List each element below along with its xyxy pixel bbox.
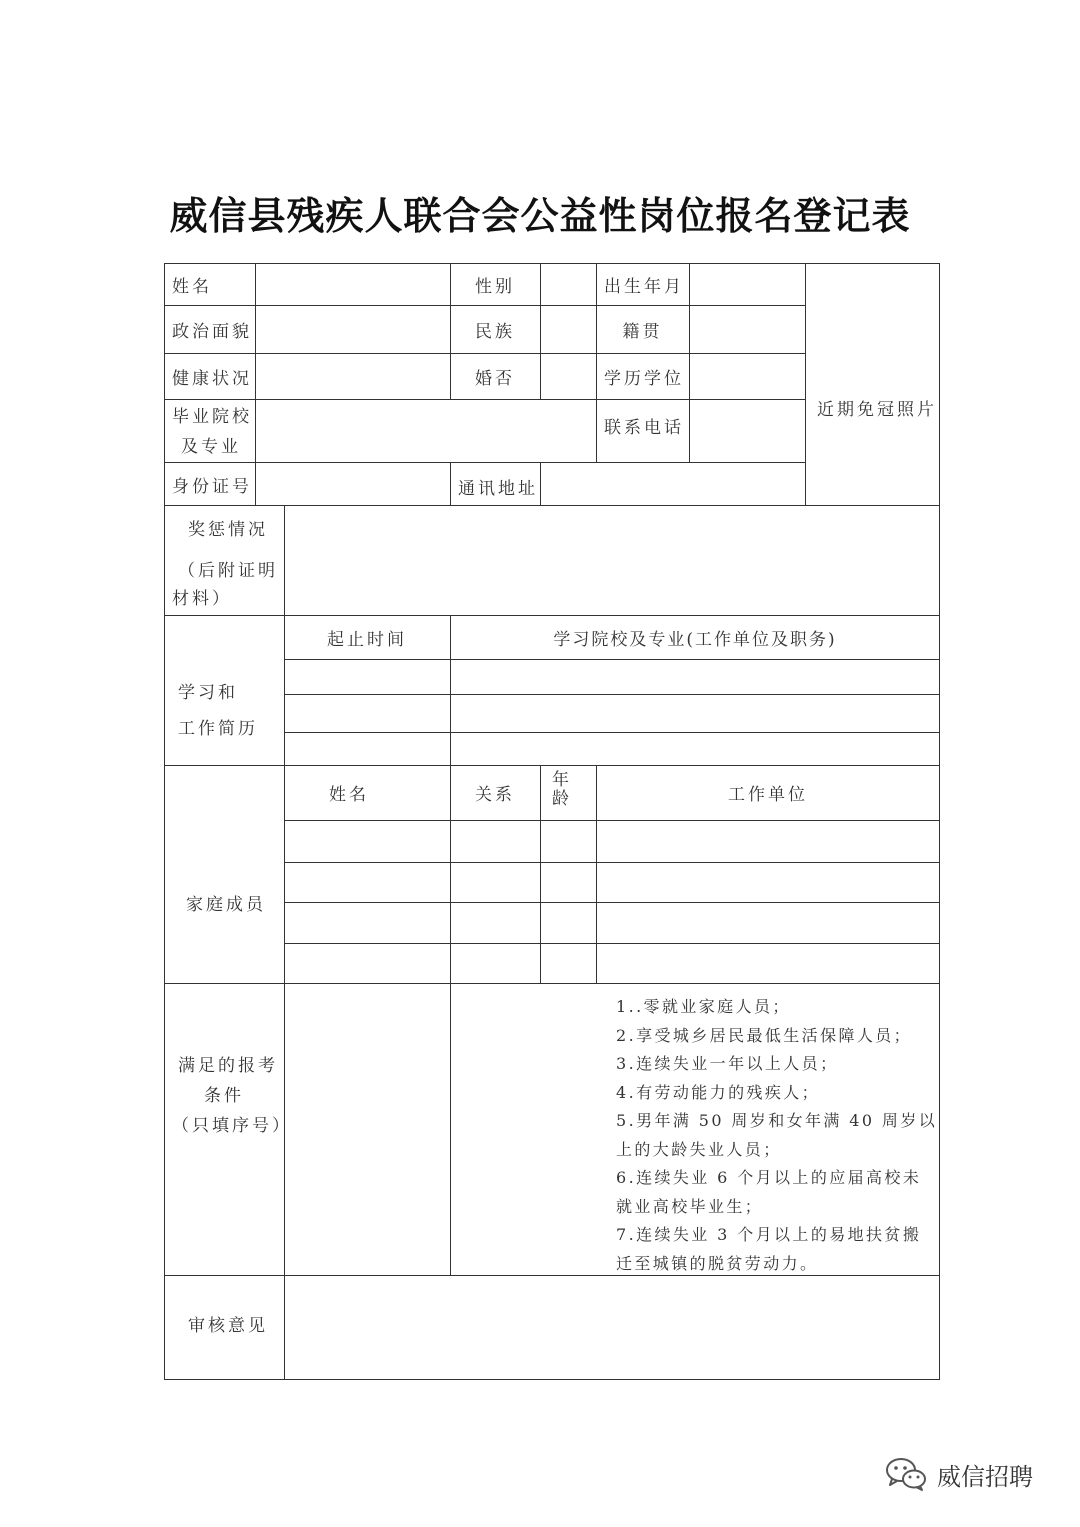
education-field[interactable] [690,354,805,399]
gender-field[interactable] [541,264,596,305]
label-name: 姓名 [172,277,212,297]
header-age-2: 龄 [552,789,572,809]
family-work-field[interactable] [597,821,939,862]
resume-school-field[interactable] [451,695,939,732]
label-review: 审核意见 [188,1316,268,1336]
ethnicity-field[interactable] [541,306,596,353]
form-border-bottom [164,1379,940,1380]
label-political: 政治面貌 [172,322,252,342]
label-address: 通讯地址 [458,479,538,499]
label-school: 毕业院校 [172,407,252,427]
label-resume-2: 工作简历 [178,719,258,739]
family-work-field[interactable] [597,944,939,983]
family-age-field[interactable] [541,903,596,943]
label-native-place: 籍贯 [622,322,663,342]
family-relation-field[interactable] [451,903,540,943]
conditions-list [616,993,938,1278]
condition-item: 6.连续失业 6 个月以上的应届高校未就业高校毕业生； [616,1168,922,1216]
header-school: 学习院校及专业(工作单位及职务) [553,630,837,650]
label-family: 家庭成员 [186,895,266,915]
name-field[interactable] [256,264,450,305]
id-number-field[interactable] [256,463,450,505]
label-awards: 奖惩情况 [188,520,268,540]
family-age-field[interactable] [541,821,596,862]
address-field[interactable] [541,463,805,505]
header-family-name: 姓名 [329,785,369,805]
health-field[interactable] [256,354,450,399]
family-age-field[interactable] [541,863,596,902]
wechat-icon [885,1456,927,1492]
label-conditions-3: （只填序号） [172,1116,292,1136]
label-education: 学历学位 [604,369,684,389]
family-relation-field[interactable] [451,944,540,983]
resume-school-field[interactable] [451,660,939,694]
header-work-unit: 工作单位 [728,785,808,805]
registration-form [164,263,940,1380]
political-field[interactable] [256,306,450,353]
label-gender: 性别 [475,277,515,297]
resume-time-field[interactable] [285,695,450,732]
col-divider [450,462,451,505]
label-awards-note: （后附证明 [178,561,278,581]
condition-item: 4.有劳动能力的残疾人； [616,1082,821,1102]
label-resume: 学习和 [178,683,238,703]
form-title: 威信县残疾人联合会公益性岗位报名登记表 [169,194,911,238]
photo-box[interactable] [806,264,939,505]
row-divider [164,765,940,766]
phone-field[interactable] [690,400,805,462]
native-place-field[interactable] [690,306,805,353]
header-time: 起止时间 [327,630,407,650]
label-ethnicity: 民族 [475,322,515,342]
family-name-field[interactable] [285,863,450,902]
marital-field[interactable] [541,354,596,399]
label-awards-note-2: 材料） [172,589,232,609]
row-divider [164,615,940,616]
resume-time-field[interactable] [285,660,450,694]
watermark-text: 威信招聘 [937,1462,1033,1491]
label-birth: 出生年月 [604,277,684,297]
form-border-right [939,263,940,1380]
label-marital: 婚否 [475,369,515,389]
form-border-left [164,263,165,1380]
watermark [885,1454,1033,1494]
family-name-field[interactable] [285,944,450,983]
family-name-field[interactable] [285,903,450,943]
family-age-field[interactable] [541,944,596,983]
condition-item: 7.连续失业 3 个月以上的易地扶贫搬迁至城镇的脱贫劳动力。 [616,1225,922,1273]
family-work-field[interactable] [597,903,939,943]
resume-time-field[interactable] [285,733,450,765]
col-divider [450,983,451,1275]
school-field[interactable] [256,400,596,462]
condition-item: 3.连续失业一年以上人员； [616,1054,839,1073]
resume-school-field[interactable] [451,733,939,765]
label-conditions: 满足的报考 [178,1056,278,1076]
family-relation-field[interactable] [451,863,540,902]
awards-field[interactable] [285,506,939,615]
label-health: 健康状况 [172,369,252,389]
header-age: 年 [552,770,572,790]
label-phone: 联系电话 [604,418,684,438]
condition-item: 5.男年满 50 周岁和女年满 40 周岁以上的大龄失业人员； [616,1111,938,1159]
label-id-number: 身份证号 [172,477,252,497]
col-divider [596,263,597,462]
birth-field[interactable] [690,264,805,305]
family-name-field[interactable] [285,821,450,862]
family-relation-field[interactable] [451,821,540,862]
condition-item: 2.享受城乡居民最低生活保障人员； [616,1025,913,1045]
label-school-major: 及专业 [181,437,241,457]
condition-item: 1..零就业家庭人员； [616,997,791,1016]
photo-placeholder: 近期免冠照片 [817,400,937,420]
review-field[interactable] [285,1276,939,1379]
header-relation: 关系 [475,785,515,805]
conditions-field[interactable] [285,984,450,1275]
row-divider [164,983,940,984]
family-work-field[interactable] [597,863,939,902]
label-conditions-2: 条件 [204,1086,244,1106]
